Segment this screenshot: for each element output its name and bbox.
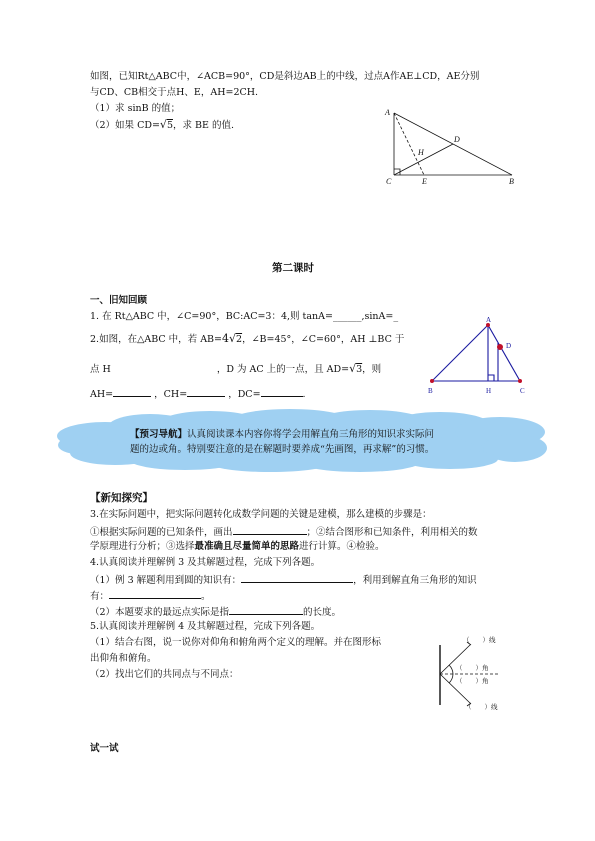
label-line-top: （ ）线 bbox=[463, 637, 496, 644]
item4-blank1[interactable] bbox=[241, 572, 353, 583]
item4-2b: 的长度。 bbox=[303, 607, 342, 618]
preview-line1 bbox=[130, 427, 480, 442]
item4-1c: 有： bbox=[90, 591, 110, 602]
label-c: C bbox=[386, 177, 392, 186]
item4-1b: ，利用到解直角三角形的知识 bbox=[353, 575, 477, 586]
item3-bold: 最准确且尽量简单的思路 bbox=[194, 541, 300, 552]
preview-text-block bbox=[130, 427, 480, 457]
item2-sqrt-3: 3 bbox=[356, 364, 363, 375]
explore-item4-1-cont bbox=[90, 588, 211, 603]
explore-item3: 3.在实际问题中，把实际问题转化成数学问题的关键是建模，那么建模的步骤是： bbox=[90, 509, 432, 520]
problem-top-line2: 与CD、CB相交于点H、E，AH=2CH. bbox=[90, 87, 259, 98]
explore-item4-2 bbox=[90, 604, 341, 619]
ch-label: ，CH= bbox=[154, 389, 188, 400]
sqrt-sign: √ bbox=[229, 332, 237, 345]
sqrt-sign: √ bbox=[349, 362, 357, 375]
explore-item5-2: （2）找出它们的共同点与不同点： bbox=[90, 669, 239, 680]
preview-line2: 题的边或角。特别要注意的是在解题时要养成“先画图，再求解”的习惯。 bbox=[130, 444, 435, 455]
dc-label: ，DC= bbox=[228, 389, 261, 400]
item3-c2: 进行计算。④检验。 bbox=[299, 541, 385, 552]
item2-mid: ，D 为 AC 上的一点，且 AD= bbox=[216, 364, 350, 375]
label-angle-bottom: （ ）角 bbox=[456, 678, 489, 685]
label-d: D bbox=[454, 135, 460, 144]
preview-text1: 认真阅读课本内容你将学会用解直角三角形的知识求实际问 bbox=[187, 429, 435, 440]
q2-suffix: ，求 BE 的值. bbox=[172, 120, 234, 131]
label-b: B bbox=[509, 177, 514, 186]
explore-item3-line3 bbox=[90, 540, 385, 553]
item2-then: ，则 bbox=[362, 364, 382, 375]
item2-prefix: 2.如图，在△ABC 中，若 AB= bbox=[90, 334, 222, 345]
label-h: H bbox=[486, 387, 492, 395]
label-angle-top: （ ）角 bbox=[456, 665, 489, 672]
explore-item5-1a: （1）结合右图，说一说你对仰角和俯角两个定义的理解。并在图形标 bbox=[90, 637, 382, 648]
arc-elevation bbox=[449, 665, 453, 674]
item4-2a: （2）本题要求的最远点实际是指 bbox=[90, 607, 230, 618]
item2-suffix: ，∠B=45°，∠C=60°，AH ⊥BC 于 bbox=[242, 334, 405, 345]
lesson-title: 第二课时 bbox=[272, 262, 314, 274]
preview-label: 【预习导航】 bbox=[130, 429, 188, 440]
item2-sqrt-value: 2 bbox=[236, 334, 243, 345]
label-h: H bbox=[418, 148, 424, 157]
item3-b2: ；②结合图形和已知条件，利用相关的数 bbox=[306, 527, 478, 538]
figure-elevation-depression bbox=[425, 630, 535, 715]
explore-heading: 【新知探究】 bbox=[90, 492, 153, 504]
label-line-bottom: （ ）线 bbox=[465, 704, 498, 711]
q2-sqrt-value: 5 bbox=[166, 120, 173, 131]
item2-point-h: 点 H bbox=[90, 364, 111, 375]
explore-item4: 4.认真阅读并理解例 3 及其解题过程，完成下列各题。 bbox=[90, 557, 321, 568]
label-d: D bbox=[506, 342, 512, 350]
item2-coef: 4 bbox=[222, 332, 229, 345]
try-label: 试一试 bbox=[90, 743, 119, 754]
explore-item4-1 bbox=[90, 572, 477, 587]
label-e: E bbox=[422, 177, 427, 186]
label-b: B bbox=[428, 387, 433, 395]
explore-item5-1b: 出仰角和俯角。 bbox=[90, 653, 157, 664]
explore-item3-line2 bbox=[90, 524, 478, 539]
item3-blank[interactable] bbox=[233, 524, 307, 535]
label-c: C bbox=[520, 387, 525, 395]
period: . bbox=[302, 389, 306, 400]
ah-label: AH= bbox=[90, 389, 114, 400]
q2-prefix: （2）如果 CD= bbox=[90, 120, 160, 131]
explore-item5: 5.认真阅读并理解例 4 及其解题过程，完成下列各题。 bbox=[90, 621, 321, 632]
item3-c1: 学原理进行分析；③选择 bbox=[90, 541, 195, 552]
item4-1d: 。 bbox=[201, 591, 211, 602]
problem-top-line1: 如图，已知Rt△ABC中，∠ACB=90°，CD是斜边AB上的中线，过点A作AE⊥CD，AE分别 bbox=[90, 71, 480, 82]
item4-blank2[interactable] bbox=[109, 588, 201, 599]
label-a: A bbox=[385, 108, 390, 117]
item4-1a: （1）例 3 解题利用到圆的知识有： bbox=[90, 575, 242, 586]
item4-blank3[interactable] bbox=[229, 604, 303, 615]
review-item1: 1. 在 Rt△ABC 中，∠C=90°，BC:AC=3：4,则 tanA=______,sinA=_ bbox=[90, 311, 399, 322]
problem-top-q1: （1）求 sinB 的值； bbox=[90, 103, 181, 114]
label-a: A bbox=[486, 316, 492, 324]
review-heading: 一、旧知回顾 bbox=[90, 295, 148, 306]
sqrt-sign: √ bbox=[159, 118, 167, 131]
arc-depression bbox=[449, 674, 453, 683]
item3-b1: ①根据实际问题的已知条件，画出 bbox=[90, 527, 233, 538]
